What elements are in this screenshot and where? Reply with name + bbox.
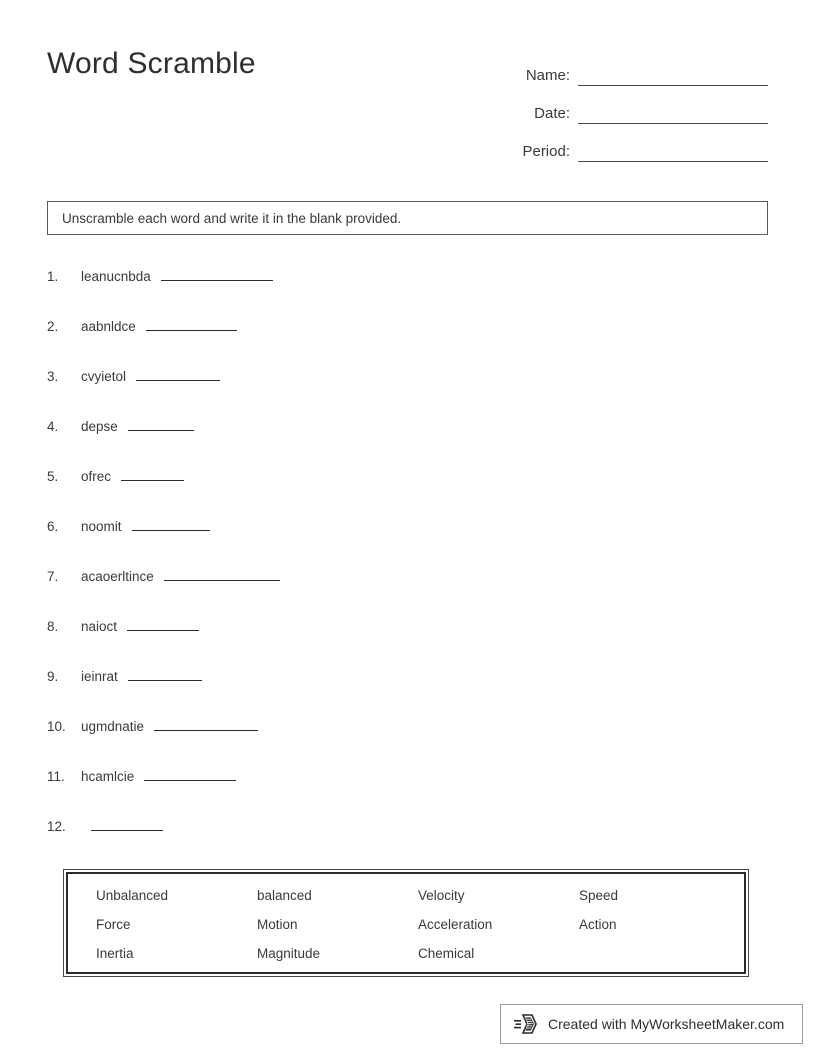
question-row (47, 366, 768, 416)
word-bank-word: Force (96, 917, 131, 932)
scrambled-word: acaoerltince (81, 569, 154, 584)
answer-blank[interactable] (136, 366, 220, 381)
question-row (47, 566, 768, 616)
period-label: Period: (522, 143, 570, 160)
question-row (47, 466, 768, 516)
question-list (47, 266, 768, 866)
question-row (47, 516, 768, 566)
student-info-block (478, 48, 768, 162)
instructions-text: Unscramble each word and write it in the blank provided. (62, 210, 402, 226)
scrambled-word: ugmdnatie (81, 719, 145, 734)
answer-blank[interactable] (128, 416, 194, 431)
scrambled-word: naioct (81, 619, 118, 634)
answer-blank[interactable] (154, 716, 258, 731)
question-number: 10. (47, 719, 66, 734)
page-title: Word Scramble (47, 47, 256, 80)
period-field-row (478, 124, 768, 162)
name-input-line[interactable] (578, 65, 768, 86)
question-row (47, 666, 768, 716)
date-input-line[interactable] (578, 103, 768, 124)
answer-blank[interactable] (146, 316, 237, 331)
answer-blank[interactable] (144, 766, 236, 781)
question-row (47, 616, 768, 666)
period-input-line[interactable] (578, 141, 768, 162)
footer-badge-text: Created with MyWorksheetMaker.com (548, 1016, 785, 1032)
scrambled-word: ieinrat (81, 669, 118, 684)
word-bank (63, 869, 749, 977)
answer-blank[interactable] (91, 816, 163, 831)
scrambled-word: hcamlcie (81, 769, 135, 784)
answer-blank[interactable] (164, 566, 280, 581)
question-row (47, 416, 768, 466)
answer-blank[interactable] (127, 616, 199, 631)
scrambled-word: noomit (81, 519, 122, 534)
footer-badge[interactable] (500, 1004, 803, 1044)
question-number: 7. (47, 569, 59, 584)
question-row (47, 266, 768, 316)
question-number: 8. (47, 619, 59, 634)
word-bank-word: balanced (257, 888, 312, 903)
answer-blank[interactable] (132, 516, 210, 531)
motion-logo-icon (514, 1011, 540, 1037)
word-bank-word: Inertia (96, 946, 134, 961)
scrambled-word: cvyietol (81, 369, 127, 384)
answer-blank[interactable] (161, 266, 273, 281)
question-row (47, 316, 768, 366)
scrambled-word: depse (81, 419, 118, 434)
word-bank-row (96, 946, 744, 975)
question-number: 4. (47, 419, 59, 434)
question-number: 6. (47, 519, 59, 534)
question-row (47, 716, 768, 766)
word-bank-word: Chemical (418, 946, 475, 961)
name-field-row (478, 48, 768, 86)
question-number: 2. (47, 319, 59, 334)
word-bank-word (579, 946, 740, 975)
question-row (47, 816, 768, 866)
question-number: 11. (47, 769, 65, 784)
word-bank-row (96, 917, 744, 946)
word-bank-word: Action (579, 917, 617, 932)
scrambled-word: leanucnbda (81, 269, 151, 284)
word-bank-inner (66, 872, 746, 974)
date-label: Date: (534, 105, 570, 122)
date-field-row (478, 86, 768, 124)
question-number: 1. (47, 269, 59, 284)
instructions-box (47, 201, 768, 235)
scrambled-word: aabnldce (81, 319, 136, 334)
word-bank-word: Unbalanced (96, 888, 169, 903)
name-label: Name: (525, 67, 570, 84)
word-bank-word: Speed (579, 888, 619, 903)
question-row (47, 766, 768, 816)
worksheet-header (0, 0, 816, 180)
word-bank-word: Velocity (418, 888, 465, 903)
question-number: 9. (47, 669, 59, 684)
answer-blank[interactable] (121, 466, 184, 481)
word-bank-word: Magnitude (257, 946, 321, 961)
word-bank-word: Acceleration (418, 917, 493, 932)
word-bank-row (96, 888, 744, 917)
question-number: 12. (47, 819, 66, 834)
word-bank-word: Motion (257, 917, 298, 932)
scrambled-word: ofrec (81, 469, 112, 484)
question-number: 5. (47, 469, 59, 484)
answer-blank[interactable] (128, 666, 202, 681)
question-number: 3. (47, 369, 59, 384)
